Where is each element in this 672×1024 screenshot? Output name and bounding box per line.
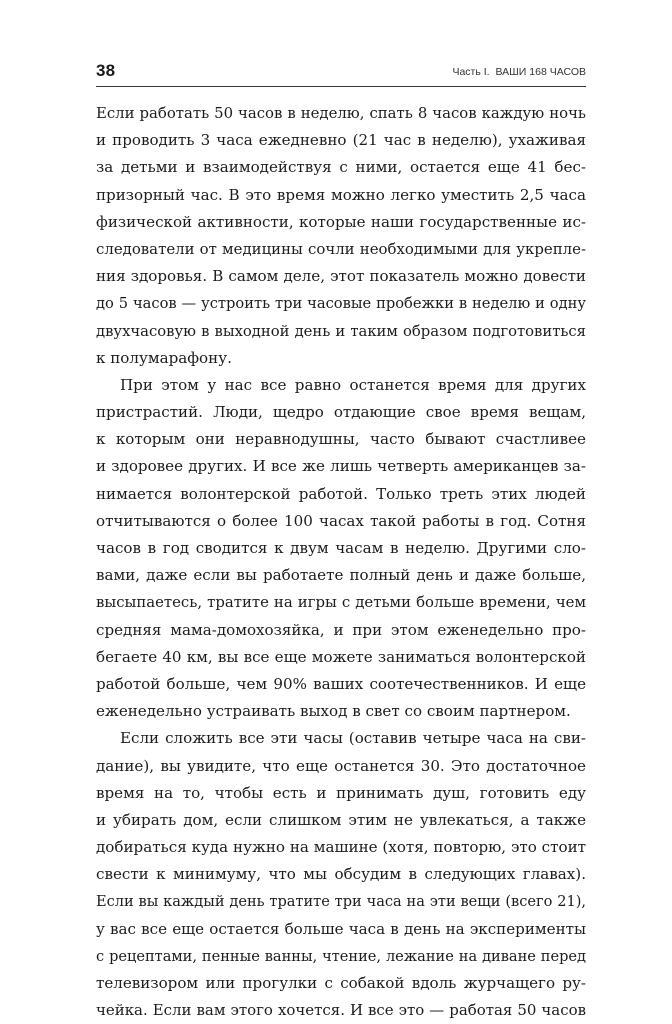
text-line: двухчасовую в выходной день и таким образом подготовиться: [96, 322, 586, 340]
text-line: отчитываются о более 100 часах такой работы в год. Сотня: [96, 511, 586, 530]
text-line: и убирать дом, если слишком этим не увлекаться, а также: [96, 810, 586, 829]
text-line: и проводить 3 часа ежедневно (21 час в неделю), ухаживая: [96, 131, 586, 150]
text-line: Если работать 50 часов в неделю, спать 8 часов каждую ночь: [96, 104, 586, 122]
text-line: бегаете 40 км, вы все еще можете заниматься волонтерской: [96, 647, 586, 666]
text-line: При этом у нас все равно останется время для других: [120, 375, 586, 394]
text-line: физической активности, которые наши государственные ис-: [96, 212, 586, 231]
running-head-part: Часть I.: [452, 66, 490, 78]
text-line: телевизором или прогулки с собакой вдоль журчащего ру-: [96, 974, 586, 992]
text-line: свести к минимуму, что мы обсудим в следующих главах).: [96, 865, 586, 884]
running-head-section: ВАШИ 168 ЧАСОВ: [495, 66, 586, 78]
text-line: ния здоровья. В самом деле, этот показатель можно довести: [96, 267, 586, 286]
text-line: с рецептами, пенные ванны, чтение, лежание на диване перед: [96, 947, 586, 965]
text-line: время на то, чтобы есть и принимать душ, готовить еду: [96, 783, 586, 802]
text-line: вами, даже если вы работаете полный день и даже больше,: [96, 566, 586, 585]
text-line: Если сложить все эти часы (оставив четыре часа на сви-: [120, 729, 586, 748]
page-header: [96, 60, 586, 87]
body-text: [96, 100, 586, 1024]
text-line: добираться куда нужно на машине (хотя, повторю, это стоит: [96, 838, 586, 857]
text-line: к полумарафону.: [96, 348, 232, 367]
page-number: 38: [96, 61, 116, 80]
text-line: еженедельно устраивать выход в свет со своим партнером.: [96, 702, 571, 721]
text-line: у вас все еще остается больше часа в день на эксперименты: [96, 919, 586, 938]
text-line: чейка. Если вам этого хочется. И все это — работая 50 часов: [96, 1001, 586, 1020]
text-line: нимается волонтерской работой. Только треть этих людей: [96, 484, 586, 503]
text-line: Если вы каждый день тратите три часа на эти вещи (всего 21),: [96, 893, 586, 911]
text-line: призорный час. В это время можно легко уместить 2,5 часа: [96, 185, 586, 204]
text-line: за детьми и взаимодействуя с ними, остается еще 41 бес-: [96, 158, 586, 177]
text-line: дание), вы увидите, что еще останется 30. Это достаточное: [96, 756, 586, 775]
text-line: средняя мама-домохозяйка, и при этом еженедельно про-: [96, 620, 586, 639]
running-head: [452, 65, 586, 79]
paragraph-3: [96, 725, 586, 1024]
text-line: к которым они неравнодушны, часто бывают счастливее: [96, 430, 586, 449]
text-line: следователи от медицины сочли необходимыми для укрепле-: [96, 239, 586, 258]
text-line: работой больше, чем 90% ваших соотечественников. И еще: [96, 674, 586, 693]
paragraph-2: [96, 372, 586, 725]
text-line: до 5 часов — устроить три часовые пробежки в неделю и одну: [96, 295, 586, 313]
text-line: часов в год сводится к двум часам в неделю. Другими сло-: [96, 539, 586, 557]
text-line: и здоровее других. И все же лишь четверть американцев за-: [96, 457, 586, 476]
paragraph-1: [96, 100, 586, 372]
text-line: высыпаетесь, тратите на игры с детьми больше времени, чем: [96, 593, 586, 612]
text-line: пристрастий. Люди, щедро отдающие свое время вещам,: [96, 403, 586, 422]
